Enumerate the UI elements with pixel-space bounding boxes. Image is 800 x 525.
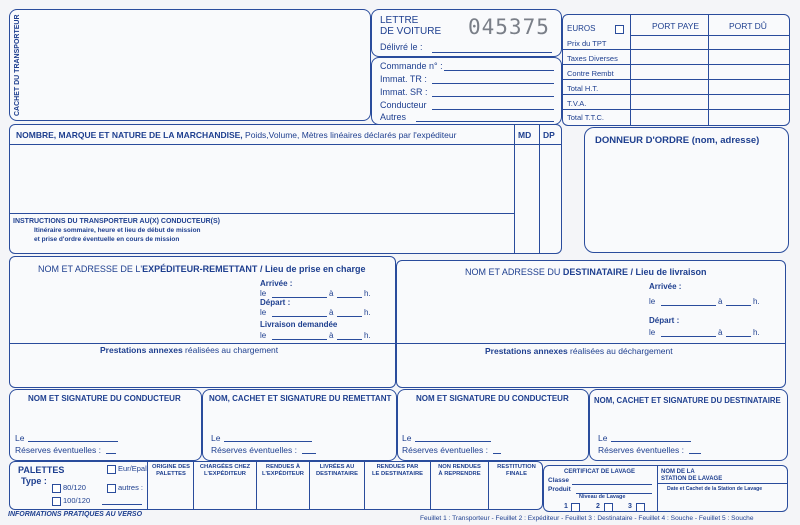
pallet-col-divider [488,462,489,510]
washing-class-label: Classe [548,477,569,484]
pallet-100-checkbox[interactable] [52,497,61,506]
dp-header: DP [543,130,555,140]
pallet-col-delivered-l2: DESTINATAIRE [316,471,358,477]
signature-reserves-label: Réserves éventuelles : [15,445,101,455]
washing-level-label: Niveau de Lavage [579,494,626,500]
station-title-line2: STATION DE LAVAGE [661,476,723,482]
signature-reserves-label: Réserves éventuelles : [402,445,488,455]
waybill-number: 045375 [468,15,550,39]
pallet-col-final-l1: RESTITUTION [497,464,536,470]
pallet-col-final-l2: FINALE [506,471,527,477]
signature-reserves-field[interactable] [689,453,701,454]
recipient-box[interactable] [396,260,786,388]
washing-class-field[interactable] [572,484,652,485]
costs-rule [563,49,790,50]
pallet-col-returned-l1: RENDUES À [265,464,301,470]
washing-product-label: Produit [548,486,571,493]
washing-certificate-box [543,465,788,512]
sender-departure-time-field[interactable] [337,316,362,317]
ordering-party-box[interactable] [584,127,789,253]
pallet-col-returned-l2: L'EXPÉDITEUR [262,471,304,477]
signature-date-field[interactable] [224,441,312,442]
pallet-col-loaded-l2: L'EXPÉDITEUR [204,471,246,477]
requested-delivery-label: Livraison demandée [260,320,338,329]
order-number-field[interactable] [444,70,554,71]
washing-level-3-label: 3 [628,503,632,510]
pallet-col-divider [430,462,431,510]
sender-services-title: Prestations annexes réalisées au chargement [100,345,279,355]
sender-departure-label: Départ : [260,298,291,307]
sender-departure-date-field[interactable] [272,316,327,317]
recipient-arrival-h: h. [753,297,760,306]
ordering-party-title: DONNEUR D'ORDRE (nom, adresse) [595,135,760,146]
recipient-departure-time-field[interactable] [726,336,751,337]
pallet-col-divider [309,462,310,510]
pallet-col-divider [147,462,148,510]
pallet-col-divider [256,462,257,510]
recipient-arrival-le: le [649,297,656,306]
signature-title: NOM, CACHET ET SIGNATURE DU DESTINATAIRE [594,396,781,405]
costs-rule [630,35,790,36]
washing-title: CERTIFICAT DE LAVAGE [564,469,635,475]
waybill-title-line2: DE VOITURE [380,26,442,37]
recipient-services-title: Prestations annexes réalisées au déchargement [485,346,673,356]
signature-reserves-field[interactable] [106,453,116,454]
signature-box-driver-pickup[interactable] [9,389,202,461]
signature-date-field[interactable] [415,441,491,442]
station-title-line1: NOM DE LA [661,469,695,475]
pallet-col-not-returned-l1: NON RENDUES [438,464,481,470]
sender-rule [10,343,396,344]
driver-field[interactable] [432,109,554,110]
cost-row-label: Prix du TPT [567,39,607,48]
paid-column-header: PORT PAYE [652,21,700,31]
other-field[interactable] [416,121,554,122]
info-verso-label: INFORMATIONS PRATIQUES AU VERSO [8,511,143,518]
instructions-line2: et prise d'ordre éventuelle en cours de mission [34,236,180,243]
recipient-title: NOM ET ADRESSE DU DESTINATAIRE / Lieu de livraison [465,267,707,277]
costs-box [562,14,790,126]
washing-level-3-checkbox[interactable] [636,503,645,512]
pallet-eur-label: Eur/Epal [118,464,147,473]
recipient-departure-le: le [649,328,656,337]
signature-date-field[interactable] [28,441,118,442]
pallet-other-label: autres : [118,483,144,492]
other-label: Autres [380,112,407,122]
recipient-arrival-a: à [718,297,723,306]
sender-arrival-label: Arrivée : [260,279,293,288]
sender-arrival-a: à [329,289,334,298]
instructions-line1: Itinéraire sommaire, heure et lieu de début de mission [34,227,201,234]
pallet-other-field[interactable] [102,504,142,505]
washing-level-2-checkbox[interactable] [604,503,613,512]
pallet-col-divider [364,462,365,510]
delivery-h: h. [364,331,371,340]
sender-box[interactable] [9,256,396,388]
sender-arrival-time-field[interactable] [337,297,362,298]
signature-reserves-label: Réserves éventuelles : [598,445,684,455]
washing-level-1-checkbox[interactable] [571,503,580,512]
pallet-col-not-returned-l2: À REPRENDRE [438,471,481,477]
recipient-arrival-date-field[interactable] [661,305,716,306]
delivered-label: Délivré le : [380,42,423,52]
recipient-departure-h: h. [753,328,760,337]
pallet-col-returned-by-l1: RENDUES PAR [376,464,419,470]
station-rule [657,483,788,484]
goods-title: NOMBRE, MARQUE ET NATURE DE LA MARCHANDISE, Poids,Volume, Mètres linéaires déclarés par l'expéditeur [16,130,457,140]
instructions-rule [10,213,514,214]
signature-title: NOM ET SIGNATURE DU CONDUCTEUR [28,394,181,403]
trailer-plate-field[interactable] [432,96,554,97]
pallets-type-label: Type : [21,476,47,486]
signature-date-label: Le [402,433,412,443]
pallet-col-returned-by-l2: LE DESTINATAIRE [372,471,423,477]
truck-plate-field[interactable] [432,83,554,84]
goods-box[interactable] [9,124,562,254]
pallet-eur-checkbox[interactable] [107,465,116,474]
cost-row-label: Total T.T.C. [567,113,604,122]
delivery-le: le [260,331,267,340]
truck-plate-label: Immat. TR : [380,74,427,84]
signature-reserves-field[interactable] [302,453,316,454]
costs-rule [563,109,790,110]
costs-rule [563,94,790,95]
signature-date-label: Le [15,433,25,443]
carrier-stamp-box[interactable] [9,9,371,121]
pallet-80-checkbox[interactable] [52,484,61,493]
delivery-time-field[interactable] [337,339,362,340]
cost-row-label: Total H.T. [567,84,599,93]
signature-title: NOM, CACHET ET SIGNATURE DU REMETTANT [209,394,392,403]
pallet-col-divider [193,462,194,510]
pallet-other-checkbox[interactable] [107,484,116,493]
cost-row-label: Contre Rembt [567,69,614,78]
pallet-col-origin-l1: ORIGINE DES [151,464,190,470]
recipient-arrival-label: Arrivée : [649,282,682,291]
cost-row-label: T.V.A. [567,99,587,108]
md-header: MD [518,130,532,140]
sender-departure-le: le [260,308,267,317]
delivery-a: à [329,331,334,340]
cost-row-label: Taxes Diverses [567,54,618,63]
signature-date-label: Le [211,433,221,443]
pallets-title: PALETTES [18,465,65,475]
carrier-stamp-label: CACHET DU TRANSPORTEUR [14,14,21,116]
signature-box-sender[interactable] [202,389,397,461]
signature-reserves-field[interactable] [493,453,501,454]
signature-date-field[interactable] [611,441,691,442]
pallet-80-label: 80/120 [63,483,86,492]
waybill-header-box [371,9,562,57]
recipient-departure-label: Départ : [649,316,680,325]
sender-departure-h: h. [364,308,371,317]
washing-level-2-label: 2 [596,503,600,510]
washing-divider [657,466,658,512]
delivered-field[interactable] [432,52,552,53]
goods-rule [10,144,562,145]
trailer-plate-label: Immat. SR : [380,87,428,97]
order-details-box [371,57,562,125]
washing-level-1-label: 1 [564,503,568,510]
order-number-label: Commande n° : [380,61,443,71]
costs-rule [563,64,790,65]
recipient-rule [397,343,786,344]
signature-box-recipient[interactable] [589,389,788,461]
delivery-date-field[interactable] [272,339,327,340]
waybill-title-line1: LETTRE [380,15,419,26]
pallet-col-loaded-l1: CHARGÉES CHEZ [199,464,251,470]
due-column-header: PORT DÛ [729,21,767,31]
instructions-title: INSTRUCTIONS DU TRANSPORTEUR AU(X) CONDUCTEUR(S) [13,218,221,225]
sender-arrival-le: le [260,289,267,298]
recipient-departure-date-field[interactable] [661,336,716,337]
recipient-arrival-time-field[interactable] [726,305,751,306]
driver-label: Conducteur [380,100,427,110]
sender-title: NOM ET ADRESSE DE L'EXPÉDITEUR-REMETTANT / Lieu de prise en charge [38,264,366,274]
recipient-departure-a: à [718,328,723,337]
pallet-col-origin-l2: PALETTES [156,471,186,477]
sender-arrival-h: h. [364,289,371,298]
signature-title: NOM ET SIGNATURE DU CONDUCTEUR [416,394,569,403]
signature-reserves-label: Réserves éventuelles : [211,445,297,455]
euros-checkbox[interactable] [615,25,624,34]
pallets-box [9,461,543,510]
euros-label: EUROS [567,24,596,33]
signature-box-driver-delivery[interactable] [397,389,589,461]
costs-rule [563,79,790,80]
pallet-100-label: 100/120 [63,496,91,505]
station-subtitle: Date et Cachet de la Station de Lavage [667,486,763,492]
copies-legend: Feuillet 1 : Transporteur - Feuillet 2 : Expéditeur - Feuillet 3 : Destinataire - Feuillet 4 : Souche - Feuillet 5 : Souche [420,515,754,522]
pallet-col-delivered-l1: LIVRÉES AU [319,464,355,470]
sender-departure-a: à [329,308,334,317]
signature-date-label: Le [598,433,608,443]
